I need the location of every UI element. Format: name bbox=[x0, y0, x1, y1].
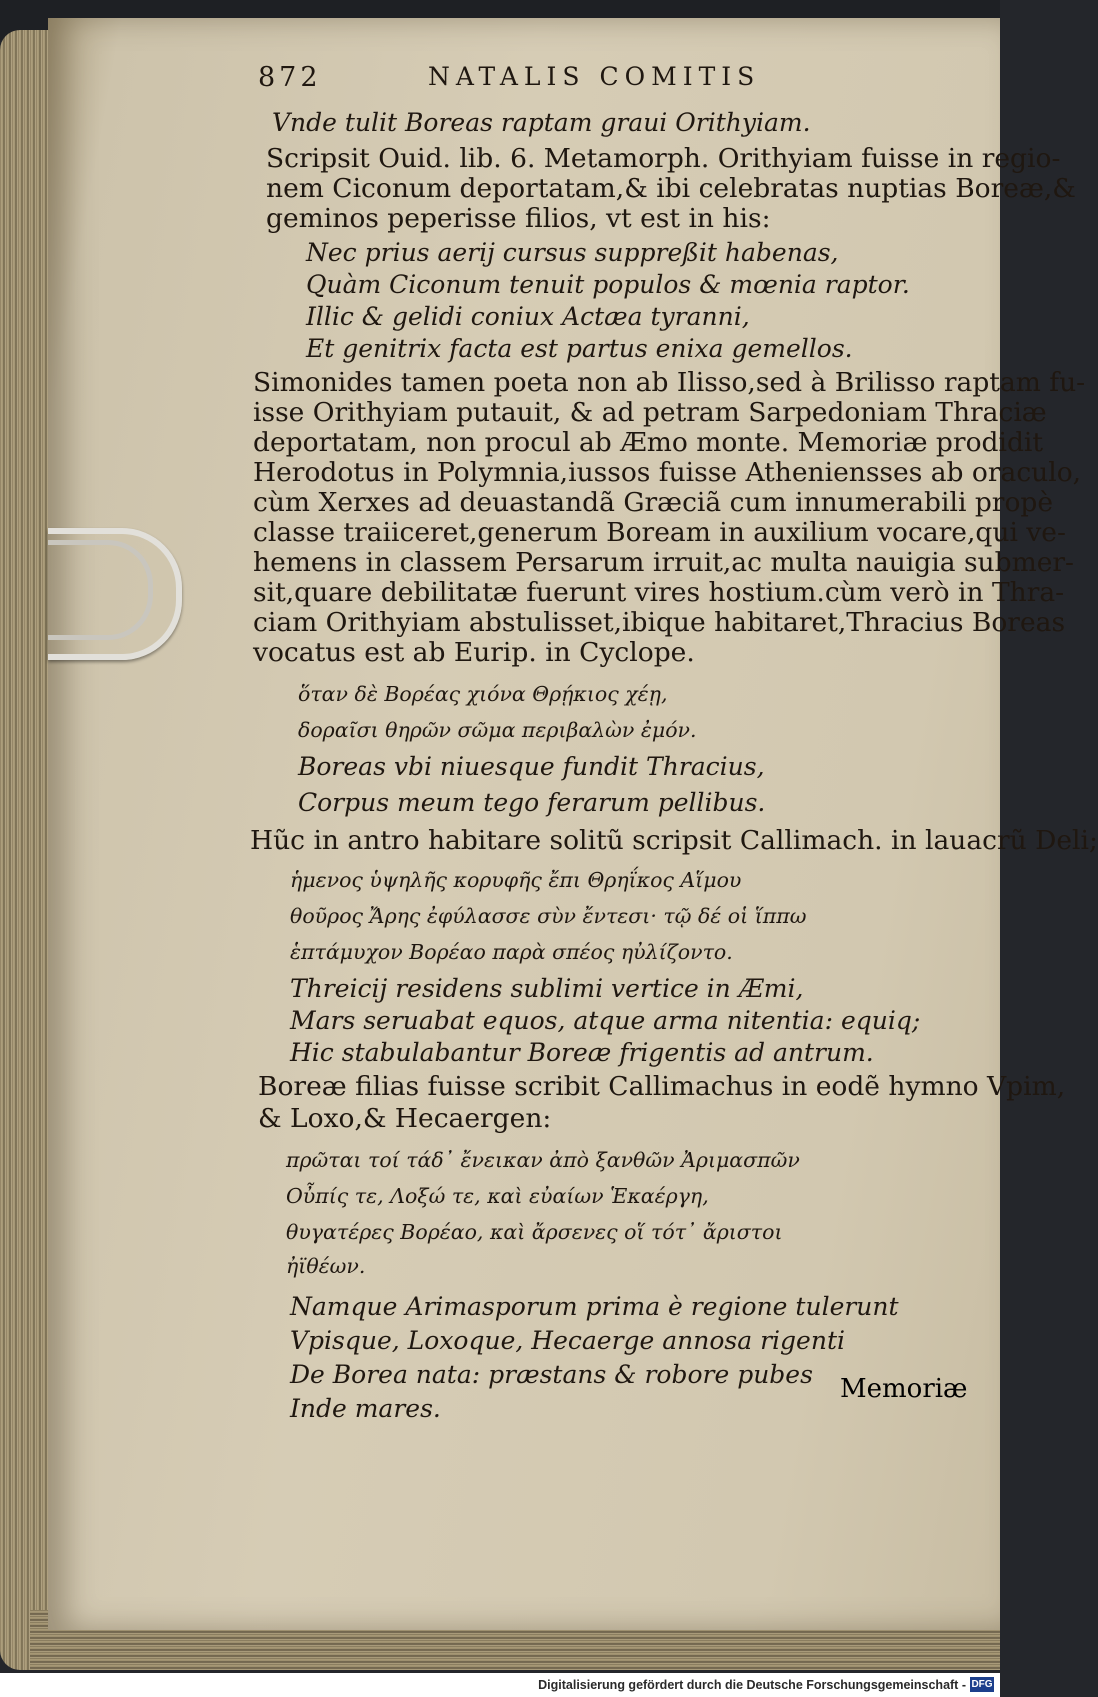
running-head: NATALIS COMITIS bbox=[428, 62, 761, 91]
text-line: Vpisque, Loxoque, Hecaerge annosa rigenti bbox=[290, 1326, 845, 1355]
text-line: θυγατέρες Βορέαο, καὶ ἄρσενες οἵ τότ᾽ ἄριστοι bbox=[286, 1220, 783, 1244]
text-line: classe traiiceret,generum Boream in auxilium vocare,qui ve- bbox=[253, 517, 1066, 548]
text-line: Et genitrix facta est partus enixa gemellos. bbox=[306, 334, 853, 363]
text-line: nem Ciconum deportatam,& ibi celebratas nuptias Boreæ,& bbox=[266, 173, 1076, 204]
text-line: Quàm Ciconum tenuit populos & mœnia raptor. bbox=[306, 270, 910, 299]
text-line: Illic & gelidi coniux Actæa tyranni, bbox=[306, 302, 750, 331]
text-line: & Loxo,& Hecaergen: bbox=[258, 1103, 552, 1134]
text-line: Namque Arimasporum prima è regione tulerunt bbox=[290, 1292, 899, 1321]
funding-notice: Digitalisierung gefördert durch die Deutsche Forschungsgemeinschaft - bbox=[538, 1678, 966, 1692]
text-line: vocatus est ab Eurip. in Cyclope. bbox=[253, 637, 695, 668]
text-line: Mars seruabat equos, atque arma nitentia: equiq; bbox=[290, 1006, 921, 1035]
text-line: πρῶται τοί τάδ᾽ ἔνεικαν ἀπὸ ξανθῶν Ἀριμασπῶν bbox=[286, 1148, 800, 1172]
text-line: Simonides tamen poeta non ab Ilisso,sed à Brilisso raptam fu- bbox=[253, 367, 1086, 398]
footer-bar bbox=[0, 1673, 1000, 1697]
text-line: ἡμενος ὑψηλῆς κορυφῆς ἔπι Θρηΐκος Αἵμου bbox=[290, 868, 742, 892]
text-line: geminos peperisse filios, vt est in his: bbox=[266, 203, 771, 234]
text-line: Vnde tulit Boreas raptam graui Orithyiam. bbox=[272, 108, 811, 137]
text-line: Herodotus in Polymnia,iussos fuisse Atheniensses ab oraculo, bbox=[253, 457, 1082, 488]
text-line: ἠϊθέων. bbox=[286, 1254, 366, 1278]
text-line: De Borea nata: præstans & robore pubes bbox=[290, 1360, 813, 1389]
text-line: Threicij residens sublimi vertice in Æmi, bbox=[290, 974, 804, 1003]
text-line: deportatam, non procul ab Æmo monte. Memoriæ prodidit bbox=[253, 427, 1044, 458]
text-line: isse Orithyiam putauit, & ad petram Sarpedoniam Thraciæ bbox=[253, 397, 1047, 428]
text-line: ὅταν δὲ Βορέας χιόνα Θρῄκιος χέῃ, bbox=[298, 682, 668, 706]
page-number: 872 bbox=[258, 62, 322, 93]
text-line: ἑπτάμυχον Βορέαο παρὰ σπέος ηὐλίζοντο. bbox=[290, 940, 733, 964]
text-line: Οὖπίς τε, Λοξώ τε, καὶ εὐαίων Ἑκαέργη, bbox=[286, 1184, 709, 1208]
dfg-logo-icon: DFG bbox=[971, 1679, 993, 1690]
text-line: Hic stabulabantur Boreæ frigentis ad antrum. bbox=[290, 1038, 874, 1067]
paper-clip-inner bbox=[48, 540, 153, 640]
text-line: δοραῖσι θηρῶν σῶμα περιβαλὼν ἐμόν. bbox=[298, 718, 697, 742]
text-line: Nec prius aerij cursus suppreßit habenas, bbox=[306, 238, 839, 267]
text-line: Inde mares. bbox=[290, 1394, 441, 1423]
text-line: Hũc in antro habitare solitũ scripsit Callimach. in lauacrũ Deli; bbox=[250, 825, 1098, 856]
text-line: Scripsit Ouid. lib. 6. Metamorph. Orithyiam fuisse in regio- bbox=[266, 143, 1061, 174]
text-line: ciam Orithyiam abstulisset,ibique habitaret,Thracius Boreas bbox=[253, 607, 1066, 638]
catchword: Memoriæ bbox=[840, 1374, 968, 1404]
text-line: hemens in classem Persarum irruit,ac multa nauigia submer- bbox=[253, 547, 1075, 578]
text-line: Boreæ filias fuisse scribit Callimachus in eodẽ hymno Vpim, bbox=[258, 1071, 1066, 1102]
text-line: cùm Xerxes ad deuastandã Græciã cum innumerabili propè bbox=[253, 487, 1054, 518]
text-line: Boreas vbi niuesque fundit Thracius, bbox=[298, 752, 765, 781]
text-line: θοῦρος Ἄρης ἐφύλασσε σὺν ἔντεσι· τῷ δέ οἱ ἵππω bbox=[290, 904, 807, 928]
text-line: Corpus meum tego ferarum pellibus. bbox=[298, 788, 766, 817]
text-line: sit,quare debilitatæ fuerunt vires hostium.cùm verò in Thra- bbox=[253, 577, 1065, 608]
